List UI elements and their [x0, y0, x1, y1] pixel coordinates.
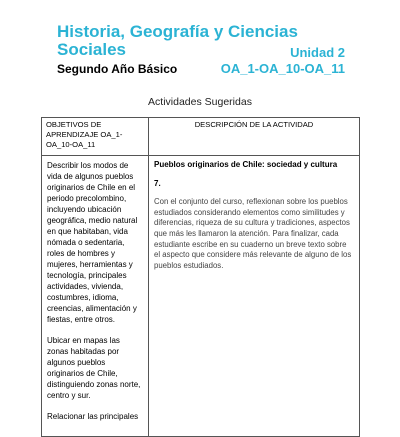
activity-description: Con el conjunto del curso, reflexionan sobre los pueblos estudiados considerando elementos como similitudes y diferencias, riqueza de su cultura y tradiciones, aspectos que más les llamaron la atención. Para finalizar, cada estudiante escribe en su cuaderno un breve texto sobre el aspecto que considere más relevante de alguno de los pueblos estudiados. — [154, 197, 352, 270]
subject-title-line1: Historia, Geografía y Ciencias — [57, 22, 298, 41]
document-header — [57, 22, 357, 78]
objective-1: Describir los modos de vida de algunos pueblos originarios de Chile en el periodo precolombino, incluyendo ubicación geográfica, medio natural en que habitaban, vida nómada o sedentaria, roles de hombres y mujeres, herramientas y tecnología, principales actividades, vivienda, costumbres, idioma, creencias, alimentación y fiestas, entre otros. — [47, 161, 138, 324]
unit-label: Unidad 2 — [290, 45, 345, 60]
objectives-column-header: OBJETIVOS DE APRENDIZAJE OA_1-OA_10-OA_11 — [42, 118, 149, 156]
activity-number: 7. — [154, 178, 161, 188]
section-title: Actividades Sugeridas — [148, 96, 252, 108]
activity-title: Pueblos originarios de Chile: sociedad y cultura — [154, 160, 338, 169]
activity-cell — [149, 156, 360, 437]
table-header-row — [42, 118, 360, 156]
objective-3: Relacionar las principales — [47, 412, 139, 421]
grade-label: Segundo Año Básico — [57, 62, 178, 76]
subject-title-line2: Sociales — [57, 40, 126, 59]
objectives-cell — [42, 156, 149, 437]
description-column-header: DESCRIPCIÓN DE LA ACTIVIDAD — [149, 118, 360, 156]
activities-table — [41, 117, 360, 437]
objectives-code: OA_1-OA_10-OA_11 — [220, 61, 345, 76]
table-row — [42, 156, 360, 437]
objective-2: Ubicar en mapas las zonas habitadas por algunos pueblos originarios de Chile, distinguiendo zonas norte, centro y sur. — [47, 336, 141, 400]
